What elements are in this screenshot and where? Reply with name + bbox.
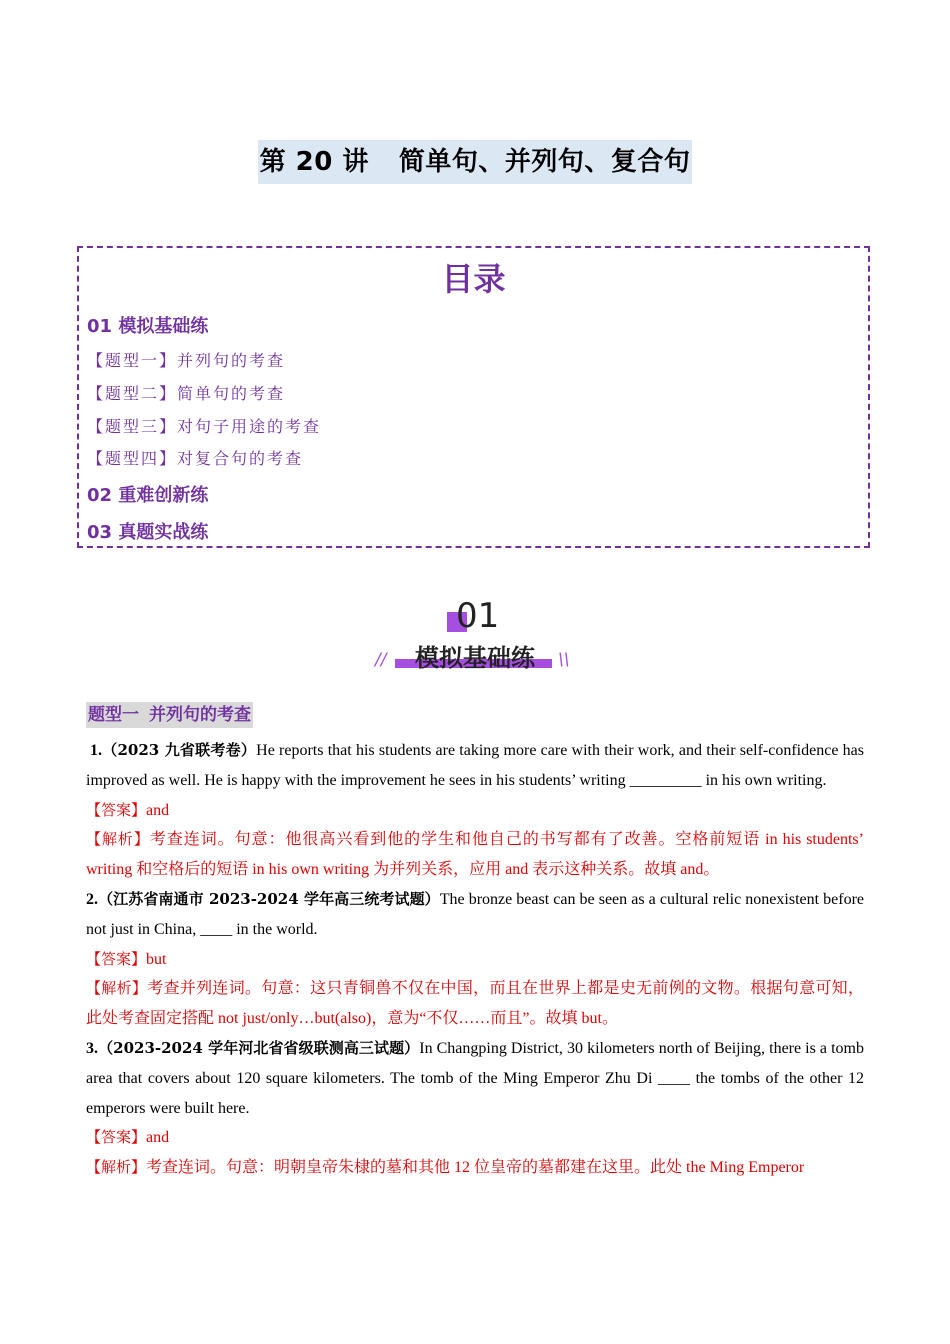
title-area — [0, 140, 950, 184]
toc-item-1[interactable]: 【题型一】并列句的考查 — [87, 351, 286, 370]
question-type-heading — [86, 702, 253, 728]
analysis-3 — [86, 1153, 864, 1183]
badge-left-deco: // — [375, 650, 387, 670]
analysis-2-text: 考查并列连词。句意：这只青铜兽不仅在中国，而且在世界上都是史无前例的文物。根据句意可知，此处考查固定搭配 not just/only…but(also)，意为“不仅……而且”。故填 but。 — [86, 980, 864, 1028]
question-type-name: 并列句的考查 — [149, 705, 251, 725]
answer-3-value: and — [146, 1129, 170, 1147]
question-3-number: 3. — [86, 1039, 98, 1057]
question-2-number: 2. — [86, 890, 98, 908]
analysis-1 — [86, 825, 864, 885]
badge-number: 01 — [456, 596, 500, 636]
toc-section-1[interactable]: 01 模拟基础练 — [87, 316, 209, 337]
analysis-3-label: 【解析】 — [86, 1158, 147, 1177]
answer-2-label: 【答案】 — [86, 949, 147, 968]
answer-3-label: 【答案】 — [86, 1128, 147, 1147]
question-type-index: 题型一 — [88, 705, 139, 725]
question-1-source: （2023 九省联考卷） — [102, 741, 257, 759]
toc-section-3[interactable]: 03 真题实战练 — [87, 522, 209, 543]
analysis-2-label: 【解析】 — [86, 979, 148, 998]
question-1-text: He reports that his students are taking more care with their work, and their self-confidence has improved as well. He is happy with the improvement he sees in his students’ writing _________ in his own writing. — [86, 742, 864, 789]
question-2-text: The bronze beast can be seen as a cultural relic nonexistent before not just in China, ____ in the world. — [86, 890, 864, 938]
badge-right-deco: \\ — [558, 650, 570, 670]
analysis-3-text: 考查连词。句意：明朝皇帝朱棣的墓和其他 12 位皇帝的墓都建在这里。此处 the Ming Emperor — [146, 1159, 805, 1177]
question-1 — [86, 736, 864, 796]
toc-item-3[interactable]: 【题型三】对句子用途的考查 — [87, 417, 322, 436]
table-of-contents — [77, 246, 870, 548]
question-1-number: 1. — [90, 742, 102, 759]
question-list — [86, 736, 864, 1183]
toc-heading: 目录 — [441, 260, 506, 298]
question-3-source: （2023-2024 学年河北省省级联测高三试题） — [98, 1038, 420, 1057]
toc-item-4[interactable]: 【题型四】对复合句的考查 — [87, 449, 304, 468]
question-3-text: In Changping District, 30 kilometers north of Beijing, there is a tomb area that covers about 120 square kilometers. The tomb of the Ming Emperor Zhu Di ____ the tombs of the other 12 emperors were built here. — [86, 1039, 864, 1117]
analysis-1-label: 【解析】 — [86, 830, 150, 849]
question-2-source: （江苏省南通市 2023-2024 学年高三统考试题） — [98, 889, 440, 908]
analysis-2 — [86, 974, 864, 1034]
answer-1 — [86, 796, 864, 826]
answer-1-value: and — [146, 801, 170, 819]
toc-item-2[interactable]: 【题型二】简单句的考查 — [87, 384, 286, 403]
answer-1-label: 【答案】 — [86, 800, 147, 819]
lecture-title — [258, 140, 693, 184]
answer-2-value: but — [146, 950, 167, 968]
lecture-topic: 简单句、并列句、复合句 — [398, 147, 691, 177]
toc-section-2[interactable]: 02 重难创新练 — [87, 485, 209, 506]
analysis-1-text: 考查连词。句意：他很高兴看到他的学生和他自己的书写都有了改善。空格前短语 in his students’ writing 和空格后的短语 in his own writing 为并列关系，应用 and 表示这种关系。故填 and。 — [86, 831, 864, 879]
lecture-number: 第 20 讲 — [259, 147, 369, 177]
section-badge — [0, 596, 950, 686]
answer-2 — [86, 945, 864, 975]
question-3 — [86, 1034, 864, 1123]
question-2 — [86, 885, 864, 945]
badge-label: 模拟基础练 — [415, 644, 535, 672]
answer-3 — [86, 1123, 864, 1153]
